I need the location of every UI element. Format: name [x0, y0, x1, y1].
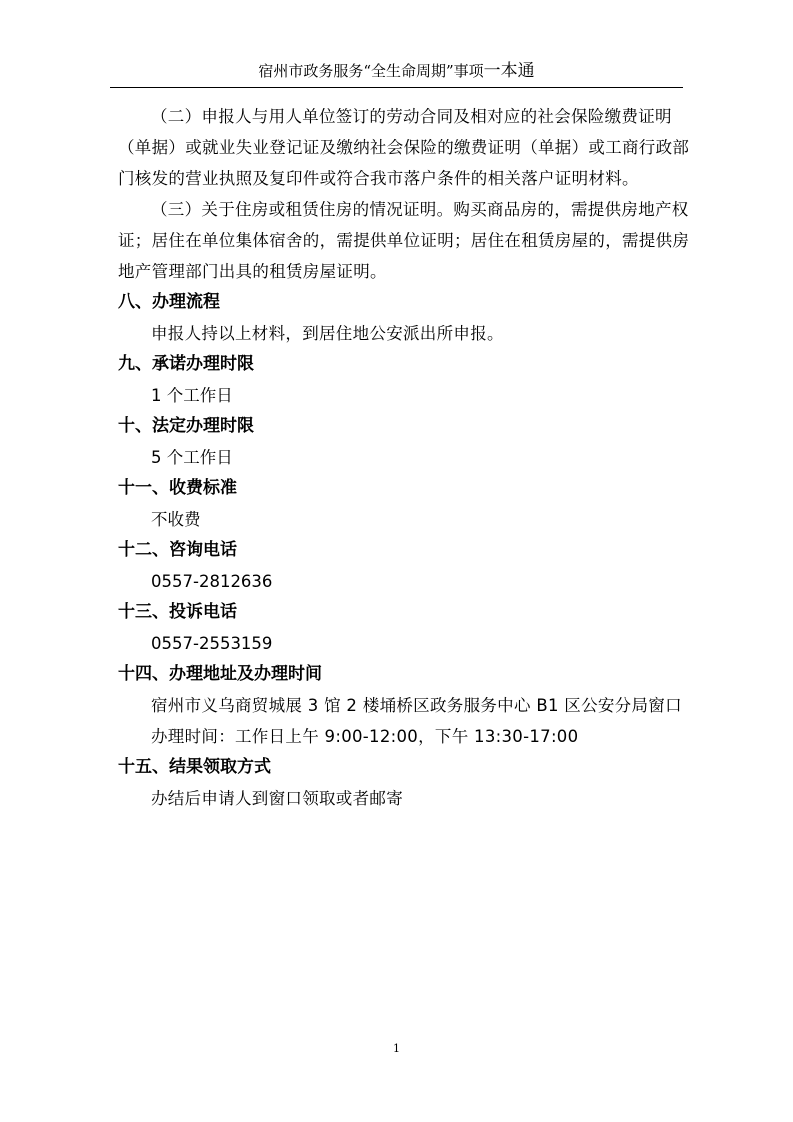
- paragraph-item-3: （三）关于住房或租赁住房的情况证明。购买商品房的，需提供房地产权证；居住在单位集体宿舍的，需提供单位证明；居住在租赁房屋的，需提供房地产管理部门出具的租赁房屋证明。: [118, 200, 690, 281]
- section-legal-time: [118, 411, 693, 473]
- section-heading: 十三、投诉电话: [118, 602, 237, 622]
- header-prefix: 宿州市政务服务“全生命周期”事项: [258, 62, 484, 80]
- office-address: 宿州市义乌商贸城展 3 馆 2 楼埇桥区政务服务中心 B1 区公安分局窗口: [151, 696, 682, 715]
- section-text: 办结后申请人到窗口领取或者邮寄: [151, 789, 403, 808]
- section-text: 1 个工作日: [151, 386, 233, 405]
- section-heading: 十一、收费标准: [118, 478, 237, 498]
- office-hours: 办理时间：工作日上午 9:00-12:00，下午 13:30-17:00: [151, 727, 579, 746]
- section-heading: 十四、办理地址及办理时间: [118, 664, 322, 684]
- section-text: 不收费: [151, 510, 201, 529]
- section-heading: 十五、结果领取方式: [118, 757, 271, 777]
- phone-number: 0557-2812636: [151, 572, 273, 591]
- section-heading: 八、办理流程: [118, 292, 220, 312]
- section-promised-time: [118, 349, 693, 411]
- header-suffix: 一本通: [483, 61, 535, 81]
- section-heading: 十、法定办理时限: [118, 416, 254, 436]
- page-number: 1: [393, 1042, 400, 1055]
- phone-number: 0557-2553159: [151, 634, 273, 653]
- header-divider: [110, 87, 683, 88]
- section-address-hours: [118, 659, 693, 752]
- section-complaint-phone: [118, 597, 693, 659]
- paragraph-item-2: （二）申报人与用人单位签订的劳动合同及相对应的社会保险缴费证明（单据）或就业失业登记证及缴纳社会保险的缴费证明（单据）或工商行政部门核发的营业执照及复印件或符合我市落户条件的相关落户证明材料。: [118, 107, 690, 188]
- section-heading: 九、承诺办理时限: [118, 354, 254, 374]
- section-process: [118, 287, 693, 349]
- page-header: [110, 62, 683, 80]
- section-consult-phone: [118, 535, 693, 597]
- section-result-pickup: [118, 752, 693, 814]
- section-text: 申报人持以上材料，到居住地公安派出所申报。: [151, 324, 504, 343]
- section-fee: [118, 473, 693, 535]
- section-text: 5 个工作日: [151, 448, 233, 467]
- document-body: [118, 101, 693, 814]
- section-heading: 十二、咨询电话: [118, 540, 237, 560]
